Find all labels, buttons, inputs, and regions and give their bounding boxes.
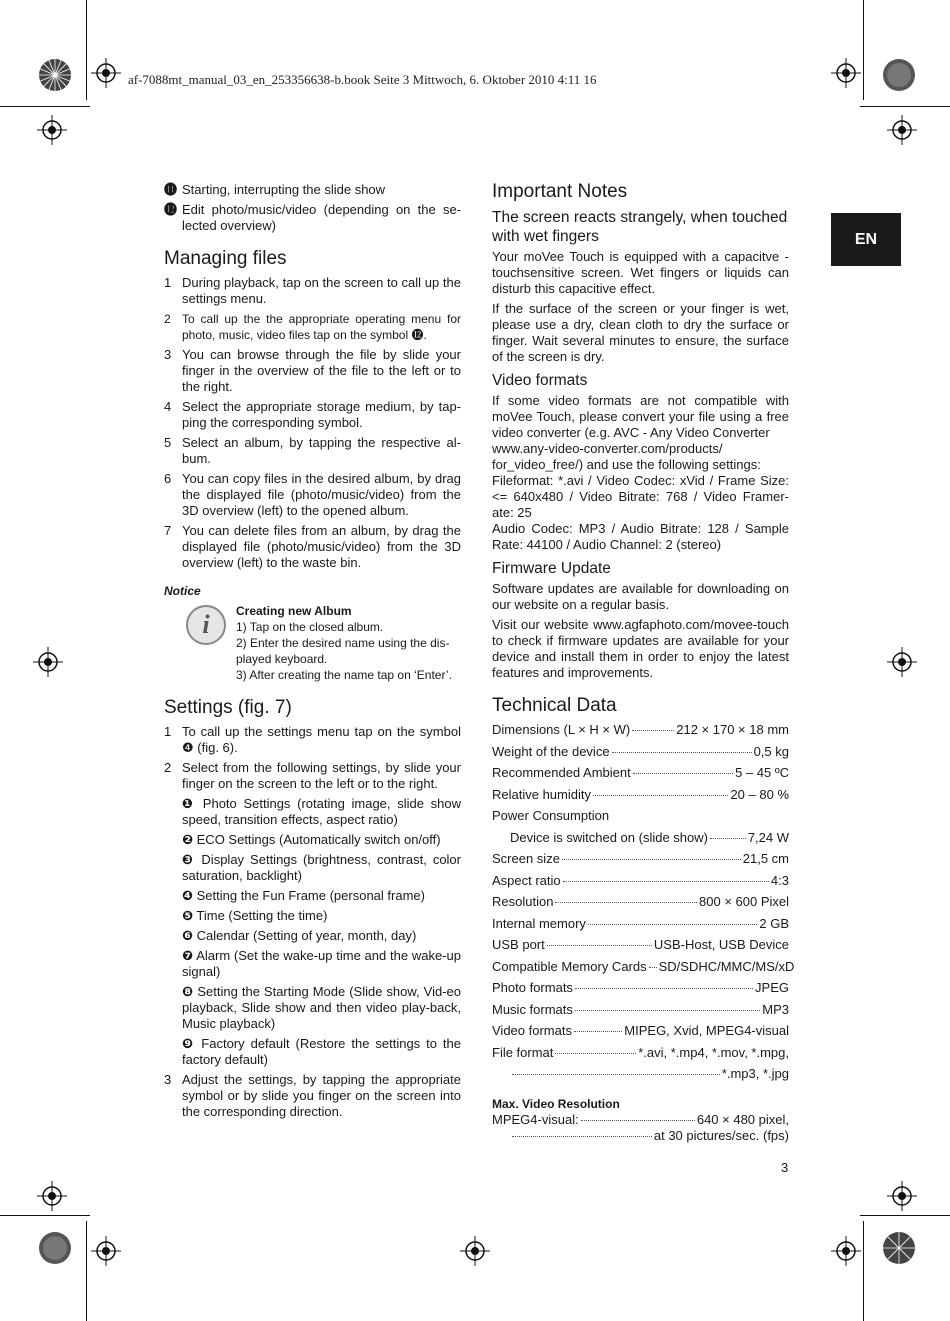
settings-option [182,888,461,904]
option-text: Display Settings (brightness, contrast, color saturation, backlight) [182,852,461,883]
leader-dots [633,773,733,774]
tech-value: at 30 pictures/sec. (fps) [653,1127,789,1143]
tech-label: Compatible Memory Cards [492,958,647,974]
tech-row [492,1045,789,1067]
list-item: 1 To call up the settings menu tap on the symbol ❹ (fig. 6). [164,724,461,755]
leader-dots [575,988,753,989]
list-number: 4 [164,399,172,414]
settings-option [182,948,461,980]
tech-value: 2 GB [759,915,789,931]
tech-label: Internal memory [492,915,586,931]
crop-mark [0,1215,90,1216]
tech-label: Resolution [492,894,554,909]
managing-steps [164,275,461,571]
tech-label: Photo formats [492,980,573,995]
crop-mark [863,1221,864,1321]
tech-label: Screen size [492,851,560,866]
tech-table [492,722,789,808]
tech-value: 800 × 600 Pixel [699,894,789,909]
paragraph: Fileformat: *.avi / Video Codec: xVid / Frame Size: <= 640x480 / Video Bitrate: 768 / Video Framer-ate: 25 [492,473,789,520]
right-column [492,181,795,1144]
notice-box [164,603,461,683]
tech-row [492,851,789,873]
tech-value: MIPEG, Xvid, MPEG4-visual [624,1023,789,1038]
tech-label: Dimensions (L × H × W) [492,722,631,737]
option-marker: ❺ [182,908,194,923]
leader-dots [563,881,769,882]
section-title: Settings (fig. 7) [164,697,292,718]
option-marker: ❶ [182,796,197,811]
settings-option [182,928,461,944]
tech-value: 20 – 80 % [730,786,789,802]
subsection-title: The screen reacts strangely, when touched with wet fingers [492,209,788,245]
crosshair-icon [33,647,63,677]
crosshair-icon [460,1236,490,1266]
page-number: 3 [781,1160,789,1175]
leader-dots [581,1120,695,1121]
paragraph: for_video_free/) and use the following settings: [492,457,761,472]
crop-mark [860,1215,950,1216]
tech-value: 21,5 cm [742,851,789,866]
option-marker: ❽ [182,984,194,999]
tech-label: Relative humidity [492,786,591,802]
list-item: ⓬ Edit photo/music/video (depending on the se-lected overview) [164,202,461,233]
leader-dots [574,1031,622,1032]
leader-dots [555,902,697,903]
info-icon: i [186,605,226,645]
tech-table [492,851,795,1088]
paragraph: Your moVee Touch is equipped with a capacitve -touchsensitive screen. Wet fingers or liquids can disturb this capacitive effect. [492,249,789,296]
leader-dots [512,1074,720,1075]
crosshair-icon [37,1181,67,1211]
book-header: af-7088mt_manual_03_en_253356638-b.book Seite 3 Mittwoch, 6. Oktober 2010 4:11 16 [128,72,597,87]
list-item: 2 Select from the following settings, by slide your finger on the screen to the left or to the right. [164,760,461,791]
tech-row [492,916,789,938]
tech-row [492,937,789,959]
tech-label: Weight of the device [492,743,610,759]
leader-dots [632,730,674,731]
leader-dots [593,795,728,796]
tech-row [492,894,789,916]
list-item [164,347,461,395]
list-number: 7 [164,523,172,538]
tech-row [492,1023,789,1045]
tech-value: 640 × 480 pixel, [696,1111,789,1127]
tech-label: MPEG4-visual: [492,1111,579,1127]
crosshair-icon [91,1236,121,1266]
tech-row [492,958,795,981]
link-text: www.any-video-converter.com/products/ [492,441,723,456]
paragraph: If some video formats are not compatible with moVee Touch, please convert your file using a free video converter (e.g. AVC - Any Video Converter [492,393,789,440]
section-title: Important Notes [492,181,628,202]
tech-row [492,787,789,809]
crosshair-icon [887,115,917,145]
crosshair-icon [91,58,121,88]
list-item [164,435,461,467]
tech-label: USB port [492,937,545,952]
tech-value: *.mp3, *.jpg [721,1066,789,1081]
tech-row [492,1066,789,1088]
option-marker: ❸ [182,852,196,867]
list-number: 1 [164,275,172,290]
crosshair-icon [831,1236,861,1266]
list-number: 2 [164,312,171,326]
notice-line: 1) Tap on the closed album. [236,620,384,634]
list-item: 3 Adjust the settings, by tapping the appropriate symbol or by slide you finger on the screen into the corresponding direction. [164,1072,461,1119]
tech-value: USB-Host, USB Device [653,937,789,952]
tech-value: *.avi, *.mp4, *.mov, *.mpg, [638,1044,789,1060]
tech-row [492,1128,789,1144]
tech-label: Music formats [492,1001,573,1017]
option-marker: ❾ [182,1036,196,1051]
list-text: You can delete files from an album, by drag the displayed file (photo/music/video) from the 3D overview (left) to the waste bin. [182,523,461,570]
notice-title: Creating new Album [236,604,352,618]
crosshair-icon [887,1181,917,1211]
notice-label: Notice [164,584,201,598]
leader-dots [512,1136,652,1137]
list-item [164,311,461,343]
subsection-title: Firmware Update [492,560,611,577]
list-text: You can copy files in the desired album, by drag the displayed file (photo/music/video) from the 3D overview (left) to the opened album. [182,471,461,518]
paragraph: Software updates are available for downloading on our website on a regular basis. [492,581,789,612]
subsection-title: Video formats [492,372,588,389]
option-text: Photo Settings (rotating image, slide show speed, transition effects, aspect ratio) [182,796,461,827]
notice-line: 3) After creating the name tap on ‘Enter’. [236,668,452,682]
crosshair-icon [37,115,67,145]
leader-dots [547,945,652,946]
settings-option [182,1036,461,1068]
leader-dots [588,924,757,925]
option-text: Time (Setting the time) [196,908,328,923]
settings-option [182,832,461,848]
tech-label: Aspect ratio [492,872,561,888]
option-text: Calendar (Setting of year, month, day) [196,928,417,943]
tech-value: 5 – 45 ºC [735,765,789,780]
settings-option [182,852,461,884]
list-number: 6 [164,471,172,486]
leader-dots [612,752,752,753]
tech-row: Device is switched on (slide show) 7,24 W [510,829,789,845]
tech-value: SD/SDHC/MMC/MS/xD [658,958,795,974]
tech-row [492,722,789,744]
option-text: Factory default (Restore the settings to the factory default) [182,1036,461,1067]
paragraph: Audio Codec: MP3 / Audio Bitrate: 128 / Sample Rate: 44100 / Audio Channel: 2 (stereo) [492,521,789,552]
list-number: 3 [164,347,172,362]
tech-label: Recommended Ambient [492,765,631,780]
list-item [164,399,461,431]
tech-row [492,1002,789,1024]
list-text: You can browse through the file by slide your finger in the overview of the file to the left or to the right. [182,347,461,394]
language-tab: EN [831,213,901,266]
tech-row [492,744,789,766]
crop-mark [863,0,864,100]
option-marker: ❼ [182,948,194,963]
left-column [164,182,461,1120]
registration-disc-icon [38,1231,72,1265]
section-title: Technical Data [492,695,617,716]
tech-row [492,873,789,895]
registration-disc-icon [882,58,916,92]
option-text: Setting the Fun Frame (personal frame) [196,888,425,903]
list-text: Select an album, by tapping the respective al-bum. [182,435,461,466]
tech-label: Video formats [492,1023,572,1038]
settings-options [164,796,461,1068]
tech-table [492,1112,789,1144]
section-title: Managing files [164,248,287,269]
list-item [164,471,461,519]
list-text: During playback, tap on the screen to call up the settings menu. [182,275,461,306]
tech-value: MP3 [762,1001,789,1017]
leader-dots [562,859,741,860]
option-marker: ❹ [182,888,194,903]
option-marker: ❷ [182,832,194,847]
list-item [164,523,461,571]
registration-starburst-icon [38,58,72,92]
leader-dots [649,967,657,968]
list-number: 5 [164,435,172,450]
list-text: Select the appropriate storage medium, by tap-ping the corresponding symbol. [182,399,461,430]
option-text: Alarm (Set the wake-up time and the wake-up signal) [182,948,461,979]
tech-label: File format [492,1044,554,1060]
crop-mark [0,106,90,107]
leader-dots [575,1010,760,1011]
list-item: ⓫ Starting, interrupting the slide show [164,182,386,197]
crosshair-icon [831,58,861,88]
settings-option [182,908,461,924]
option-text: ECO Settings (Automatically switch on/off) [196,832,441,847]
list-item [164,275,461,307]
crop-mark [86,1221,87,1321]
tech-row [492,1112,789,1128]
tech-row [492,980,789,1002]
tech-value: 4:3 [770,872,789,888]
leader-dots [555,1053,636,1054]
crosshair-icon [887,647,917,677]
crop-mark [860,106,950,107]
notice-line: 2) Enter the desired name using the dis-played keyboard. [236,636,450,666]
paragraph: Visit our website www.agfaphoto.com/movee-touch to check if firmware updates are available for your device and install them in order to enjoy the latest features and improvements. [492,617,789,680]
registration-starburst-icon [882,1231,916,1265]
crop-mark [86,0,87,100]
tech-value: 0,5 kg [753,743,789,759]
option-text: Setting the Starting Mode (Slide show, Vid-eo playback, Slide show and then video play-back, Music playback) [182,984,461,1031]
settings-option [182,796,461,828]
tech-row: Power Consumption [492,808,610,823]
paragraph: If the surface of the screen or your finger is wet, please use a dry, clean cloth to dry the surface or finger. Wait several minutes to ensure, the surface of the screen is dry. [492,301,789,364]
tech-value: 212 × 170 × 18 mm [676,722,789,737]
subsection-title: Max. Video Resolution [492,1096,620,1111]
option-marker: ❻ [182,928,194,943]
tech-value: JPEG [755,980,789,995]
settings-option [182,984,461,1032]
tech-row [492,765,789,787]
list-text: To call up the the appropriate operating menu for photo, music, video files tap on the symbol ⓬. [182,312,461,342]
